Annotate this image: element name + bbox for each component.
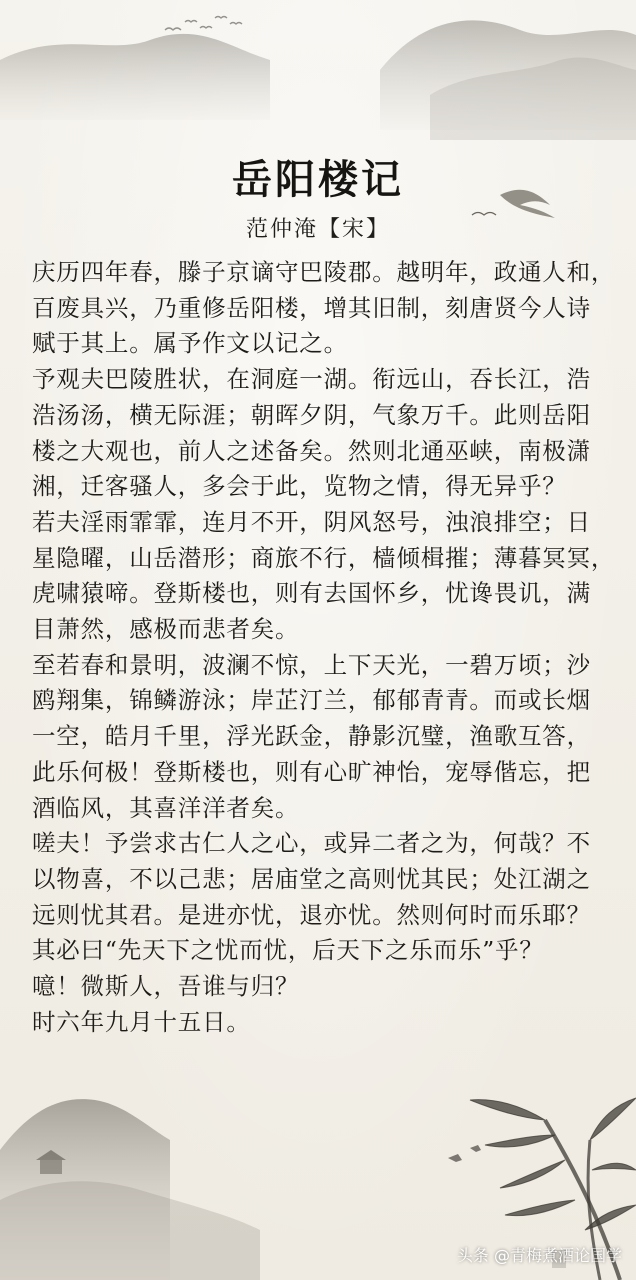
text-line: 远则忧其君。是进亦忧，退亦忧。然则何时而乐耶？ bbox=[32, 900, 591, 929]
poem-author: 范仲淹【宋】 bbox=[245, 217, 390, 242]
text-line: 若夫淫雨霏霏，连月不开，阴风怒号，浊浪排空；日 bbox=[32, 507, 591, 536]
paragraph bbox=[32, 826, 606, 969]
text-line: 噫！微斯人，吾谁与归？ bbox=[32, 972, 300, 1001]
text-line: 一空，皓月千里，浮光跃金，静影沉璧，渔歌互答， bbox=[32, 722, 591, 751]
text-line: 以物喜，不以己悲；居庙堂之高则忧其民；处江湖之 bbox=[32, 864, 591, 893]
text-line: 时六年九月十五日。 bbox=[32, 1007, 251, 1036]
paragraph bbox=[32, 1005, 606, 1041]
paragraph bbox=[32, 255, 616, 362]
poem-title: 岳阳楼记 bbox=[232, 156, 404, 203]
text-line: 鸥翔集，锦鳞游泳；岸芷汀兰，郁郁青青。而或长烟 bbox=[32, 686, 591, 715]
text-line: 庆历四年春，滕子京谪守巴陵郡。越明年，政通人和， bbox=[32, 258, 616, 286]
text-line: 目萧然，感极而悲者矣。 bbox=[32, 615, 300, 644]
paragraph bbox=[32, 648, 606, 827]
text-line: 虎啸猿啼。登斯楼也，则有去国怀乡，忧谗畏讥，满 bbox=[32, 579, 591, 608]
top-mountains bbox=[0, 20, 636, 140]
bottom-left-landscape bbox=[0, 1099, 260, 1280]
text-line: 楼之大观也，前人之述备矣。然则北通巫峡，南极潇 bbox=[32, 436, 591, 465]
paragraph bbox=[32, 969, 606, 1005]
source-watermark: 头条 @青梅煮酒论国学 bbox=[456, 1246, 622, 1265]
text-line: 星隐曜，山岳潜形；商旅不行，樯倾楫摧；薄暮冥冥， bbox=[32, 543, 616, 572]
text-line: 百废具兴，乃重修岳阳楼，增其旧制，刻唐贤今人诗 bbox=[32, 293, 591, 322]
text-line: 此乐何极！登斯楼也，则有心旷神怡，宠辱偕忘，把 bbox=[32, 757, 591, 786]
text-line: 赋于其上。属予作文以记之。 bbox=[32, 329, 348, 358]
birds-bottom bbox=[448, 1145, 481, 1162]
text-line: 其必曰“先天下之忧而忧，后天下之乐而乐”乎？ bbox=[32, 936, 544, 965]
paragraph bbox=[32, 362, 606, 505]
text-line: 至若春和景明，波澜不惊，上下天光，一碧万顷；沙 bbox=[32, 650, 591, 679]
text-line: 浩汤汤，横无际涯；朝晖夕阴，气象万千。此则岳阳 bbox=[32, 400, 591, 429]
poem-body bbox=[32, 255, 616, 1040]
paragraph bbox=[32, 505, 616, 648]
text-line: 湘，迁客骚人，多会于此，览物之情，得无异乎？ bbox=[32, 472, 567, 501]
text-line: 酒临风，其喜洋洋者矣。 bbox=[32, 793, 300, 822]
text-line: 嗟夫！予尝求古仁人之心，或异二者之为，何哉？不 bbox=[32, 829, 591, 858]
birds-top bbox=[165, 17, 242, 31]
text-line: 予观夫巴陵胜状，在洞庭一湖。衔远山，吞长江，浩 bbox=[32, 365, 591, 394]
